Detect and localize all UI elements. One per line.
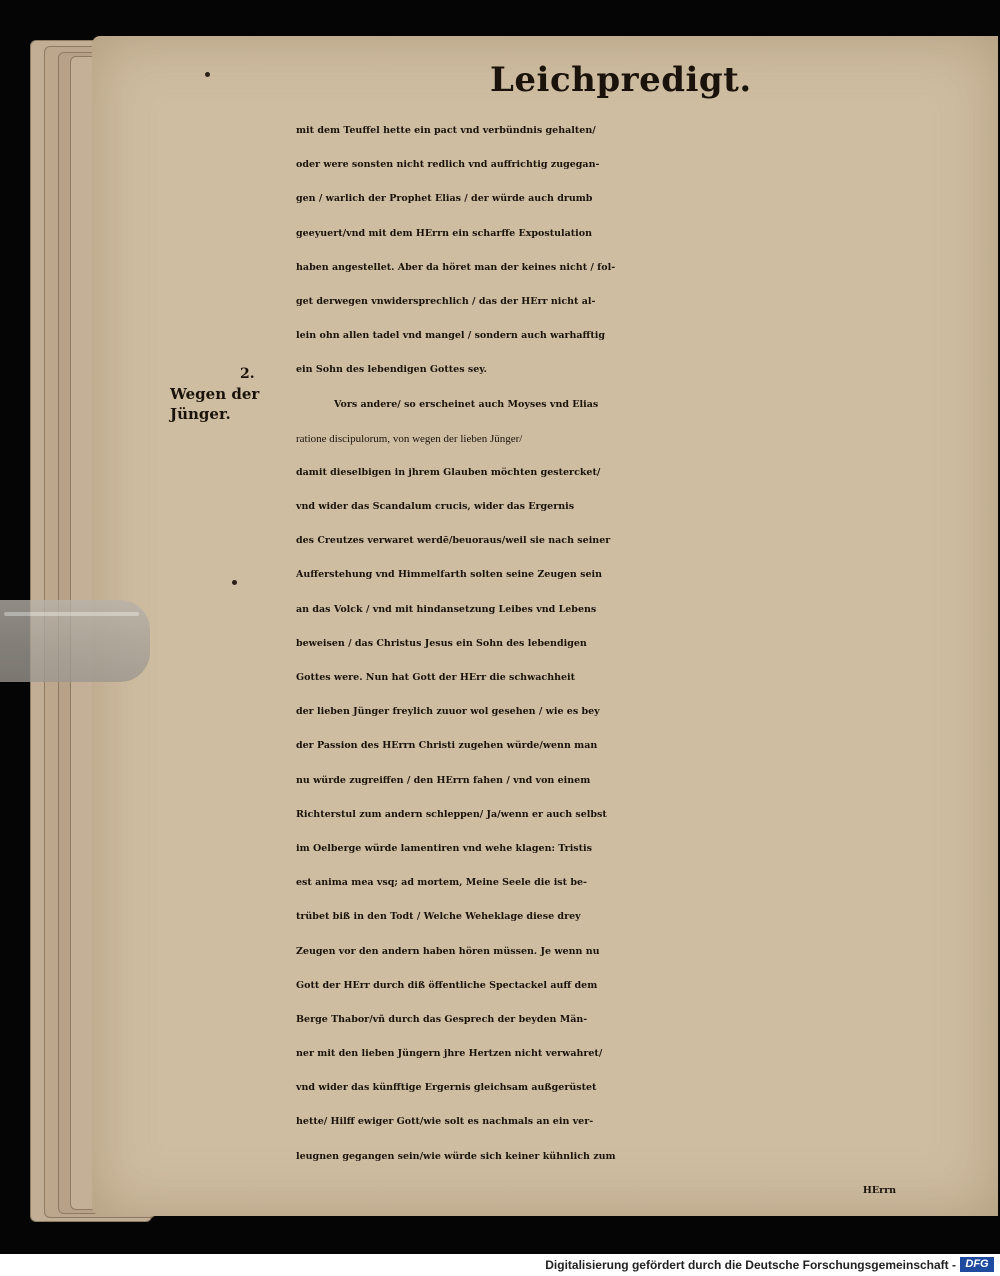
funding-credit: Digitalisierung gefördert durch die Deutsche Forschungsgemeinschaft - <box>545 1258 956 1272</box>
text-line: haben angestellet. Aber da höret man der keines nicht / fol- <box>296 261 616 273</box>
text-line: Zeugen vor den andern haben hören müssen. Je wenn nu <box>296 945 600 957</box>
running-head: Leichpredigt. <box>490 60 752 100</box>
ink-spot <box>205 72 210 77</box>
text-line: der lieben Jünger freylich zuuor wol gesehen / wie es bey <box>296 706 600 718</box>
text-line: gen / warlich der Prophet Elias / der würde auch drumb <box>296 193 593 205</box>
text-line: mit dem Teuffel hette ein pact vnd verbündnis gehalten/ <box>296 125 596 136</box>
text-line: beweisen / das Christus Jesus ein Sohn des lebendigen <box>296 637 587 649</box>
dfg-logo: DFG <box>960 1257 994 1272</box>
margin-number: 2. <box>240 366 255 382</box>
text-line: est anima mea vsq; ad mortem, Meine Seele die ist be- <box>296 877 587 889</box>
margin-note-line: Wegen der <box>170 385 260 403</box>
text-line: Gottes were. Nun hat Gott der HErr die schwachheit <box>296 672 576 683</box>
text-line: hette/ Hilff ewiger Gott/wie solt es nachmals an ein ver- <box>296 1116 594 1128</box>
text-line: Aufferstehung vnd Himmelfarth solten seine Zeugen sein <box>296 569 603 581</box>
text-line: Vors andere/ so erscheinet auch Moyses vnd Elias <box>334 398 599 410</box>
text-line: Gott der HErr durch diß öffentliche Spectackel auff dem <box>296 979 598 991</box>
text-line: damit dieselbigen in jhrem Glauben möchten gestercket/ <box>296 466 601 478</box>
text-line: des Creutzes verwaret werdē/beuoraus/weil sie nach seiner <box>296 535 611 547</box>
text-line: ratione discipulorum, von wegen der lieben Jünger/ <box>296 432 523 445</box>
text-line: geeyuert/vnd mit dem HErrn ein scharffe Expostulation <box>296 227 593 239</box>
text-line: get derwegen vnwidersprechlich / das der HErr nicht al- <box>296 295 596 307</box>
text-line: im Oelberge würde lamentiren vnd wehe klagen: Tristis <box>296 842 592 854</box>
text-line: an das Volck / vnd mit hindansetzung Leibes vnd Lebens <box>296 603 597 615</box>
text-line: Berge Thabor/vñ durch das Gesprech der beyden Män- <box>296 1013 588 1025</box>
text-line: trübet biß in den Todt / Welche Weheklage diese drey <box>296 911 581 923</box>
text-line: ein Sohn des lebendigen Gottes sey. <box>296 364 487 376</box>
page-clip-highlight <box>4 612 139 616</box>
catchword: HErrn <box>862 1184 896 1196</box>
text-line: nu würde zugreiffen / den HErrn fahen / vnd von einem <box>296 774 591 786</box>
text-line: vnd wider das Scandalum crucis, wider das Ergernis <box>296 501 575 513</box>
text-line: lein ohn allen tadel vnd mangel / sondern auch warhafftig <box>296 330 605 342</box>
margin-note-line: Jünger. <box>170 405 231 423</box>
text-line: oder were sonsten nicht redlich vnd auffrichtig zugegan- <box>296 159 600 171</box>
footer-bar <box>0 1254 1000 1276</box>
margin-note <box>170 364 298 424</box>
text-line: der Passion des HErrn Christi zugehen würde/wenn man <box>296 740 598 752</box>
body-text <box>296 114 906 1208</box>
ink-spot <box>232 580 237 585</box>
text-line: Richterstul zum andern schleppen/ Ja/wenn er auch selbst <box>296 808 607 820</box>
text-line: leugnen gegangen sein/wie würde sich keiner kühnlich zum <box>296 1150 616 1162</box>
text-line: vnd wider das künfftige Ergernis gleichsam außgerüstet <box>296 1082 597 1094</box>
text-line: ner mit den lieben Jüngern jhre Hertzen nicht verwahret/ <box>296 1048 603 1060</box>
